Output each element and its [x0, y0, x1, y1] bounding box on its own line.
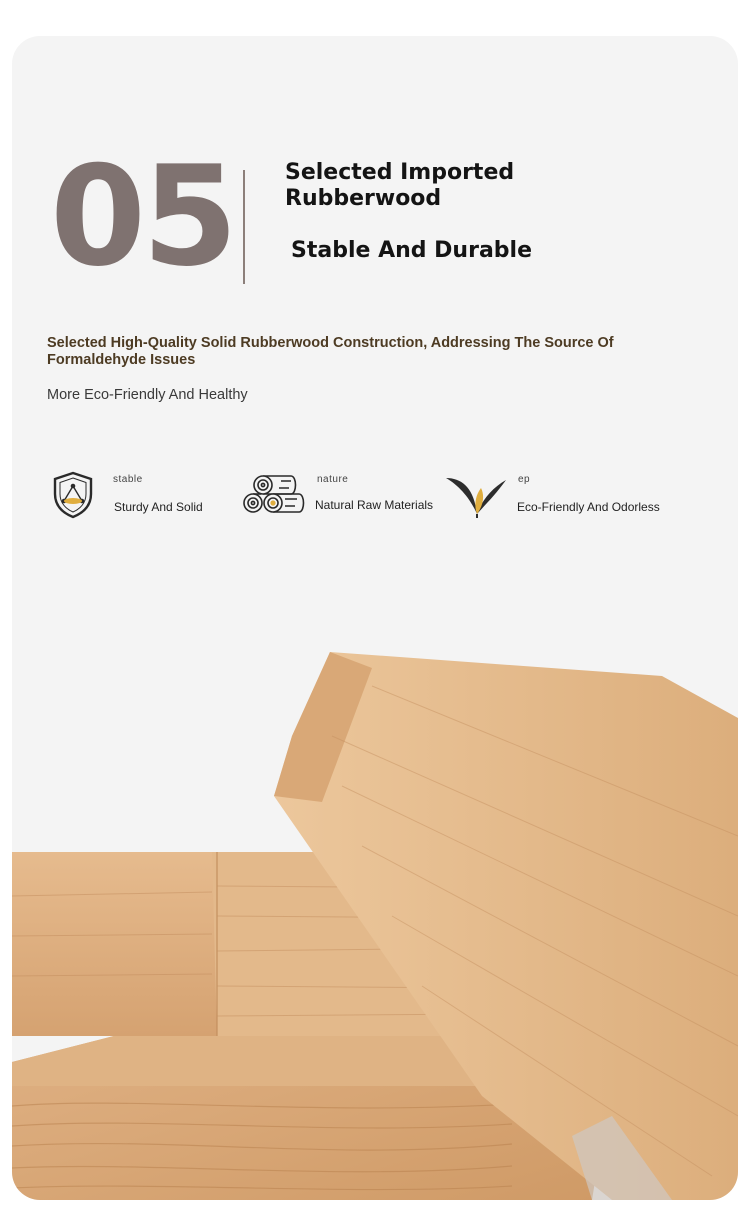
feature-tag-nature: nature	[317, 474, 349, 485]
section-number: 05	[50, 136, 235, 297]
feature-tag-ep: ep	[518, 474, 531, 485]
feature-card	[12, 36, 738, 1200]
wood-blocks-image	[12, 616, 738, 1200]
feature-label-sturdy: Sturdy And Solid	[114, 500, 203, 514]
feature-label-eco: Eco-Friendly And Odorless	[517, 500, 660, 514]
section-description-secondary: More Eco-Friendly And Healthy	[47, 387, 248, 403]
feature-label-natural: Natural Raw Materials	[315, 498, 434, 512]
logs-icon	[241, 472, 307, 518]
section-title: Selected Imported Rubberwood	[285, 160, 515, 211]
section-description: Selected High-Quality Solid Rubberwood Construction, Addressing The Source Of Formaldehyde Issues	[47, 335, 614, 368]
feature-tag-stable: stable	[113, 474, 143, 485]
vertical-divider	[243, 170, 245, 284]
section-subtitle: Stable And Durable	[291, 238, 533, 263]
shield-icon	[50, 470, 96, 520]
leaves-icon	[444, 474, 510, 518]
